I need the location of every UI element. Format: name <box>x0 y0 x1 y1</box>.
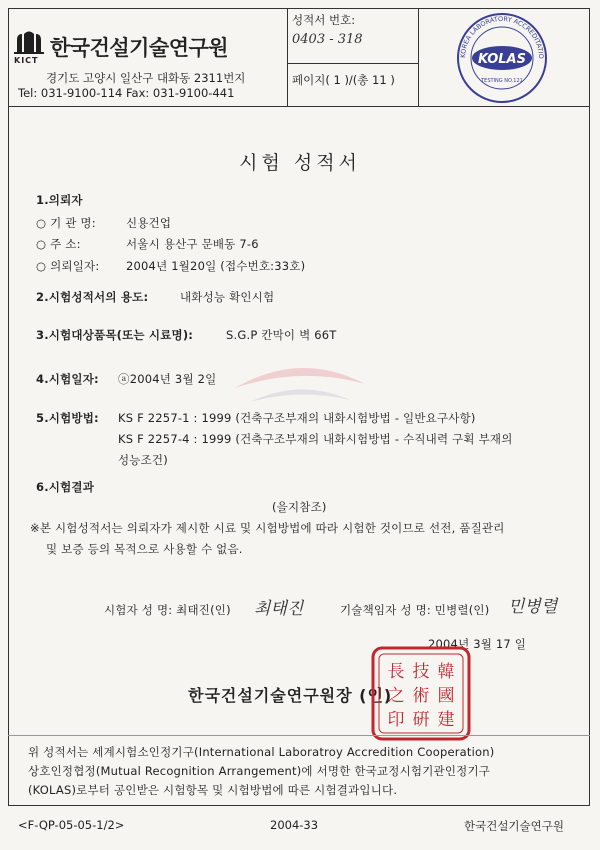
logo-caption: KICT <box>14 56 39 65</box>
section4-heading: 4.시험일자: <box>36 372 99 386</box>
official-seal <box>370 645 472 742</box>
test-date: ⓐ2004년 3월 2일 <box>118 372 217 386</box>
kict-logo-icon <box>14 28 44 54</box>
test-method-1: KS F 2257-1 : 1999 (건축구조부재의 내화시험방법 - 일반요구사항) <box>118 411 476 425</box>
mra-line2: 상호인정협정(Mutual Recognition Arrangement)에 서명한 한국교정시험기관인정기구 <box>28 764 491 778</box>
svg-text:印: 印 <box>387 710 405 730</box>
issue-date: 2004년 3월 17 일 <box>428 637 527 651</box>
section2-heading: 2.시험성적서의 용도: <box>36 290 149 304</box>
tester-name: 시험자 성 명: 최태진(인) <box>104 603 231 617</box>
svg-text:之: 之 <box>387 686 405 706</box>
client-address-label: ○ 주 소: <box>36 237 81 251</box>
report-no-value: 0403 - 318 <box>292 32 363 47</box>
svg-text:建: 建 <box>437 710 455 730</box>
section1-heading: 1.의뢰자 <box>36 193 83 207</box>
test-result-ref: (을지참조) <box>272 500 327 514</box>
test-item: S.G.P 칸막이 벽 66T <box>226 328 337 342</box>
usage-notice-line1: ※본 시험성적서는 의뢰자가 제시한 시료 및 시험방법에 따라 시험한 것이므로 선전, 품질관리 <box>30 521 505 535</box>
mra-divider <box>8 735 590 736</box>
svg-text:術: 術 <box>412 686 430 706</box>
form-code: 2004-33 <box>270 818 319 832</box>
svg-text:長: 長 <box>387 662 405 682</box>
header-divider-v2 <box>418 8 419 106</box>
form-number: <F-QP-05-05-1/2> <box>18 818 125 832</box>
page-info: 페이지( 1 )/(총 11 ) <box>292 73 395 87</box>
svg-text:硏: 硏 <box>412 710 430 730</box>
client-org-value: 신용건업 <box>126 216 172 230</box>
tech-manager-signature: 민병렬 <box>508 597 558 617</box>
header-divider <box>8 106 590 107</box>
svg-text:技: 技 <box>412 662 430 682</box>
kolas-mark <box>455 12 550 104</box>
section3-heading: 3.시험대상품목(또는 시료명): <box>36 328 194 342</box>
footer-org: 한국건설기술연구원 <box>464 819 564 833</box>
mra-line1: 위 성적서는 세계시험소인정기구(International Laboratroy Accredition Cooperation) <box>28 745 495 759</box>
watermark-logo <box>225 358 375 418</box>
test-method-3: 성능조건) <box>118 453 168 467</box>
svg-text:國: 國 <box>437 686 455 706</box>
section5-heading: 5.시험방법: <box>36 411 99 425</box>
org-address: 경기도 고양시 일산구 대화동 2311번지 <box>46 71 246 85</box>
seal-glyphs <box>388 662 455 730</box>
document-title: 시험 성적서 <box>239 152 361 174</box>
section6-heading: 6.시험결과 <box>36 480 95 494</box>
request-date-label: ○ 의뢰일자: <box>36 259 100 273</box>
report-purpose: 내화성능 확인시험 <box>180 290 275 304</box>
test-method-2: KS F 2257-4 : 1999 (건축구조부재의 내화시험방법 - 수직내력 구획 부재의 <box>118 432 513 446</box>
kolas-brand: KOLAS <box>477 52 527 67</box>
org-phone: Tel: 031-9100-114 Fax: 031-9100-441 <box>18 86 235 100</box>
report-no-label: 성적서 번호: <box>292 13 356 27</box>
client-org-label: ○ 기 관 명: <box>36 216 96 230</box>
issuer-title: 한국건설기술연구원장 (인) <box>188 686 393 705</box>
mra-line3: (KOLAS)로부터 공인받은 시험항목 및 시험방법에 따른 시험결과입니다. <box>28 783 398 797</box>
svg-text:韓: 韓 <box>437 662 455 682</box>
tech-manager-name: 기술책임자 성 명: 민병렬(인) <box>340 603 490 617</box>
kolas-number: TESTING NO.121 <box>481 78 523 84</box>
usage-notice-line2: 및 보증 등의 목적으로 사용할 수 없음. <box>46 542 243 556</box>
client-address-value: 서울시 용산구 문배동 7-6 <box>126 237 259 251</box>
request-date-value: 2004년 1월20일 (접수번호:33호) <box>126 259 306 273</box>
kolas-ring-text: KOREA LABORATORY ACCREDITATIO <box>458 14 546 59</box>
tester-signature: 최태진 <box>254 599 304 619</box>
header-divider-v1 <box>287 8 288 106</box>
org-name: 한국건설기술연구원 <box>50 36 229 60</box>
header-divider-h <box>287 63 418 64</box>
